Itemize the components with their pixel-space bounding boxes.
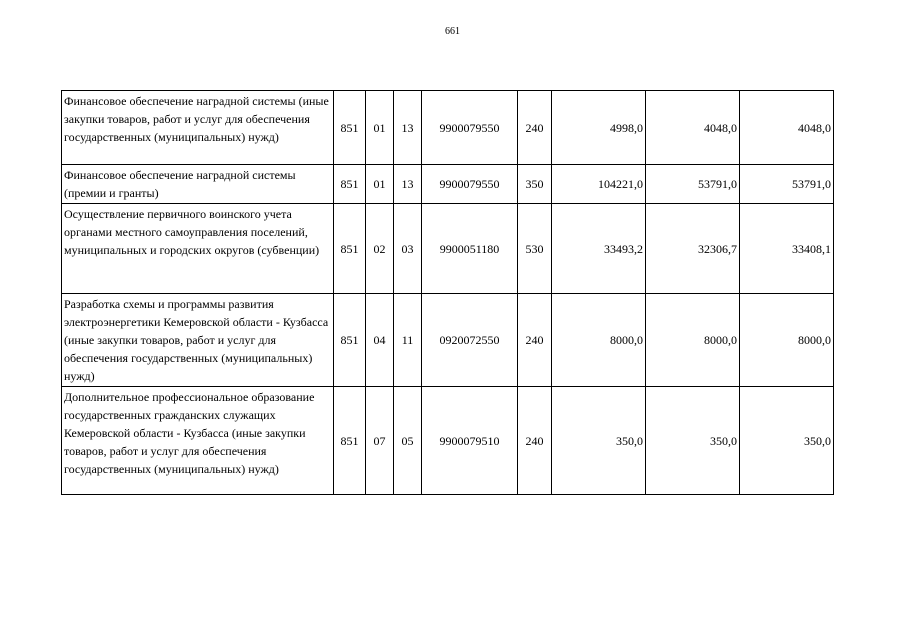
- subsection-code: 03: [394, 204, 422, 294]
- subsection-code: 05: [394, 387, 422, 495]
- section-code: 01: [366, 91, 394, 165]
- amount-3: 8000,0: [740, 294, 834, 387]
- subsection-code: 11: [394, 294, 422, 387]
- target-code: 9900051180: [422, 204, 518, 294]
- row-name: Финансовое обеспечение наградной системы (иные закупки товаров, работ и услуг для обеспечения государственных (муниципальных) нужд): [62, 91, 334, 165]
- ministry-code: 851: [334, 165, 366, 204]
- subsection-code: 13: [394, 91, 422, 165]
- row-name: Разработка схемы и программы развития электроэнергетики Кемеровской области - Кузбасса (иные закупки товаров, работ и услуг для обеспечения государственных (муниципальных) нужд): [62, 294, 334, 387]
- table-row: [62, 91, 834, 165]
- subsection-code: 13: [394, 165, 422, 204]
- row-name: Осуществление первичного воинского учета органами местного самоуправления поселений, муниципальных и городских округов (субвенции): [62, 204, 334, 294]
- section-code: 01: [366, 165, 394, 204]
- amount-2: 8000,0: [646, 294, 740, 387]
- target-code: 9900079550: [422, 91, 518, 165]
- amount-3: 4048,0: [740, 91, 834, 165]
- expense-type-code: 530: [518, 204, 552, 294]
- section-code: 04: [366, 294, 394, 387]
- amount-1: 4998,0: [552, 91, 646, 165]
- amount-2: 350,0: [646, 387, 740, 495]
- target-code: 9900079550: [422, 165, 518, 204]
- amount-3: 350,0: [740, 387, 834, 495]
- ministry-code: 851: [334, 91, 366, 165]
- amount-1: 33493,2: [552, 204, 646, 294]
- ministry-code: 851: [334, 204, 366, 294]
- amount-3: 53791,0: [740, 165, 834, 204]
- row-name: Дополнительное профессиональное образование государственных гражданских служащих Кемеровской области - Кузбасса (иные закупки товаров, работ и услуг для обеспечения государственных (муниципальных) нужд): [62, 387, 334, 495]
- table-row: [62, 204, 834, 294]
- table-row: [62, 294, 834, 387]
- row-name: Финансовое обеспечение наградной системы (премии и гранты): [62, 165, 334, 204]
- section-code: 02: [366, 204, 394, 294]
- amount-1: 104221,0: [552, 165, 646, 204]
- amount-2: 32306,7: [646, 204, 740, 294]
- expense-type-code: 240: [518, 294, 552, 387]
- table-row: [62, 387, 834, 495]
- amount-2: 4048,0: [646, 91, 740, 165]
- amount-2: 53791,0: [646, 165, 740, 204]
- expense-type-code: 350: [518, 165, 552, 204]
- ministry-code: 851: [334, 387, 366, 495]
- target-code: 9900079510: [422, 387, 518, 495]
- target-code: 0920072550: [422, 294, 518, 387]
- budget-table: [61, 90, 834, 495]
- section-code: 07: [366, 387, 394, 495]
- ministry-code: 851: [334, 294, 366, 387]
- amount-1: 350,0: [552, 387, 646, 495]
- expense-type-code: 240: [518, 387, 552, 495]
- amount-1: 8000,0: [552, 294, 646, 387]
- table-row: [62, 165, 834, 204]
- expense-type-code: 240: [518, 91, 552, 165]
- page-number: 661: [445, 26, 460, 37]
- amount-3: 33408,1: [740, 204, 834, 294]
